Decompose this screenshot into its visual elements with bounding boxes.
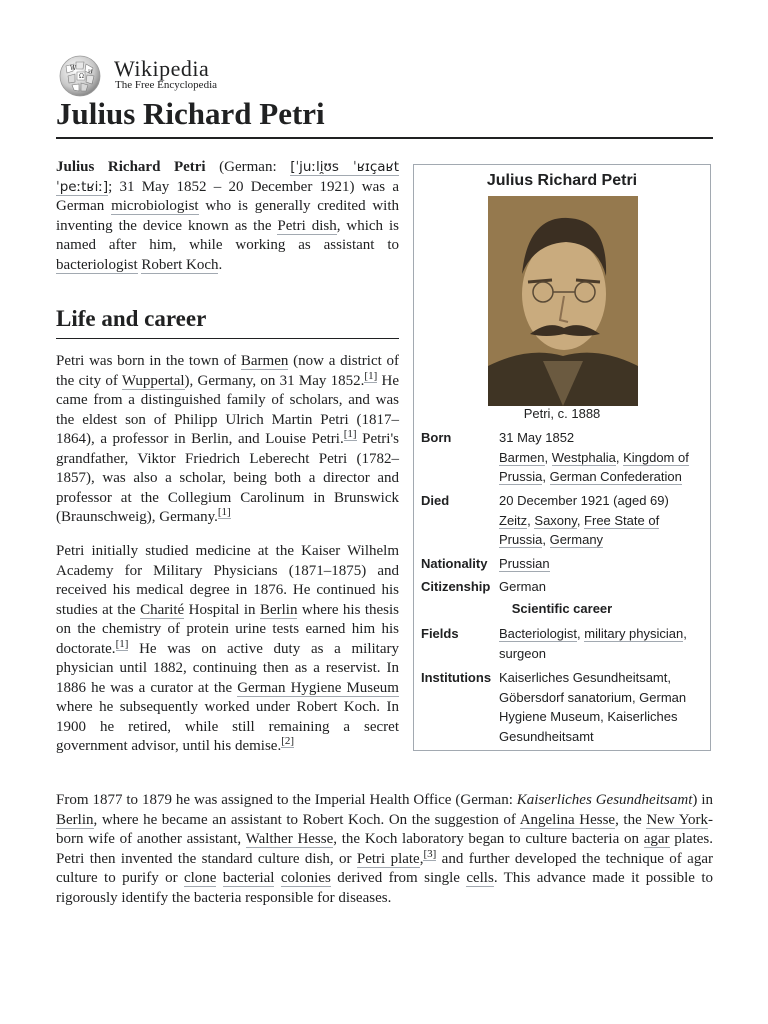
nationality-value [499, 554, 705, 574]
text: (now a district of the city of [56, 353, 400, 389]
link-charite[interactable]: Charité [140, 601, 185, 618]
text: who is generally credited with inventing the device known as the [56, 198, 399, 234]
born-value: 31 May 1852 Barmen, Westphalia, Kingdom of Prussia, German Confederation [499, 430, 689, 484]
text: Petri was born in the town of [56, 353, 241, 369]
link-barmen[interactable]: Barmen [240, 353, 289, 369]
subject-name: Julius Richard Petri [56, 159, 206, 175]
svg-text:Ω: Ω [79, 73, 84, 80]
link-robert-koch[interactable]: Robert Koch [141, 256, 219, 273]
text: He came from a distinguished family of scholars, and was the eldest son of Philipp Ulrich Martin Petri (1817–1864), a professor in Berlin, and Louise Petri. [56, 372, 400, 447]
text: , [419, 850, 424, 867]
text [274, 870, 280, 886]
nationality-label: Nationality [421, 556, 488, 571]
link-saxony[interactable]: Saxony [534, 512, 577, 528]
born-date: 31 May 1852 [499, 430, 575, 445]
text: ; 31 May 1852 – 20 December 1921) was a German [56, 178, 399, 214]
text: From 1877 to 1879 he was assigned to the Imperial Health Office (German: [56, 792, 517, 808]
text: Hospital in [184, 601, 260, 618]
wikipedia-wordmark[interactable]: Wikipedia [114, 56, 210, 81]
link-bacterial[interactable]: bacterial [222, 870, 275, 886]
text: . This advance made it possible to rigorously identify the bacteria responsible for diseases. [56, 870, 713, 906]
link-petri-plate[interactable]: Petri plate [356, 850, 420, 867]
citation[interactable]: [1] [115, 637, 129, 650]
died-value: 20 December 1921 (aged 69) Zeitz, Saxony, Free State of Prussia, Germany [499, 493, 669, 547]
link-german-hygiene-museum[interactable]: German Hygiene Museum [237, 679, 399, 696]
link-clone[interactable]: clone [183, 870, 217, 886]
text: Petri's grandfather, Viktor Friedrich Leberecht Petri (1782–1857), was also a scholar, being both a director and professor at the Collegium Carolinum in Brunswick (Braunschweig), Germany. [56, 431, 399, 525]
died-date: 20 December 1921 (aged 69) [499, 493, 669, 508]
paragraph-imperial-health [56, 791, 713, 908]
link-berlin[interactable]: Berlin [259, 601, 298, 618]
citizenship-value: German [499, 579, 546, 594]
link-westphalia[interactable]: Westphalia [551, 449, 616, 465]
link-wuppertal[interactable]: Wuppertal [121, 372, 185, 389]
fields-value: Bacteriologist, military physician, surgeon [499, 626, 687, 661]
citation[interactable]: [1] [217, 506, 231, 518]
german-term: Kaiserliches Gesundheitsamt [516, 792, 693, 808]
text: ) in [692, 792, 713, 808]
text: where he subsequently worked under Robert Koch. In 1900 he retired, while still remaining a secret government advisor, until his demise. [56, 699, 399, 754]
svg-text:И: И [88, 69, 93, 75]
link-walther-hesse[interactable]: Walther Hesse [245, 831, 334, 847]
portrait-photo[interactable] [488, 196, 638, 406]
scientific-career-heading: Scientific career [511, 601, 613, 616]
link-german-confederation[interactable]: German Confederation [549, 469, 682, 484]
link-petri-dish[interactable]: Petri dish [277, 217, 337, 234]
link-new-york[interactable]: New York [646, 811, 709, 828]
text: He was on active duty as a military physician until 1882, continuing then as a reservist. In 1886 he was a curator at the [56, 640, 399, 696]
title-divider [56, 137, 713, 139]
paragraph-career [56, 542, 399, 757]
institutions-value: Kaiserliches Gesundheitsamt, Göbersdorf sanatorium, German Hygiene Museum, Kaiserliches Gesundheitsamt [499, 670, 687, 744]
section-heading: Life and career [56, 306, 207, 331]
intro-paragraph [56, 158, 399, 275]
text: and further developed the technique of agar culture to purify or [56, 850, 713, 886]
fields-label: Fields [421, 626, 459, 641]
link-zeitz[interactable]: Zeitz [499, 512, 528, 528]
text: . [218, 256, 223, 273]
link-bacteriologist[interactable]: Bacteriologist [499, 626, 578, 641]
text: , which is named after him, while working as assistant to [56, 217, 399, 253]
text: (German: [205, 159, 291, 175]
link-cells[interactable]: cells [466, 870, 494, 886]
citation[interactable]: [1] [364, 369, 378, 382]
text: where his thesis on the chemistry of protein urine tests earned him his doctorate. [56, 601, 399, 657]
link-free-state-of-prussia[interactable]: Free State of Prussia [499, 512, 660, 547]
link-bacteriologist[interactable]: bacteriologist [56, 256, 138, 273]
infobox [413, 164, 711, 751]
link-prussian[interactable]: Prussian [499, 556, 550, 571]
text: derived from single [330, 870, 467, 886]
text: , the Koch laboratory began to culture bacteria on [333, 831, 644, 847]
text: , the [615, 811, 647, 828]
portrait-caption: Petri, c. 1888 [523, 406, 601, 421]
link-germany[interactable]: Germany [549, 532, 604, 547]
died-label: Died [421, 493, 450, 508]
citation[interactable]: [1] [343, 428, 357, 440]
wikipedia-tagline: The Free Encyclopedia [115, 79, 218, 91]
ipa-link[interactable]: [ˈjuːli̯ʊs ˈʁɪçaʁt ˈpeːtʁiː] [56, 159, 399, 195]
link-colonies[interactable]: colonies [280, 870, 331, 886]
wikipedia-globe-icon[interactable] [56, 54, 104, 98]
citation[interactable]: [3] [423, 847, 437, 860]
infobox-title: Julius Richard Petri [486, 172, 638, 189]
paragraph-birth [56, 352, 399, 528]
text: Petri initially studied medicine at the Kaiser Wilhelm Academy for Military Physicians (1871–1875) and received his medical degree in 1876. He continued his studies at the [56, 543, 399, 618]
born-label: Born [421, 430, 452, 445]
institutions-label: Institutions [421, 670, 492, 685]
svg-text:W: W [70, 65, 77, 72]
text: , where he became an assistant to Robert Koch. On the suggestion of [93, 811, 520, 828]
link-agar[interactable]: agar [643, 831, 670, 847]
link-military-physician[interactable]: military physician [584, 626, 684, 641]
section-divider [56, 338, 399, 339]
text: plates. Petri then invented the standard culture dish, or [56, 831, 713, 867]
link-angelina-hesse[interactable]: Angelina Hesse [519, 811, 616, 828]
link-kingdom-of-prussia[interactable]: Kingdom of Prussia [499, 449, 689, 484]
citation[interactable]: [2] [281, 735, 295, 747]
text: ), Germany, on 31 May 1852. [184, 372, 365, 389]
link-barmen[interactable]: Barmen [499, 449, 545, 465]
page-title: Julius Richard Petri [56, 96, 325, 131]
text [216, 870, 222, 886]
citizenship-label: Citizenship [421, 579, 491, 594]
link-microbiologist[interactable]: microbiologist [111, 198, 199, 214]
text: -born wife of another assistant, [56, 811, 714, 847]
link-berlin[interactable]: Berlin [56, 811, 94, 828]
